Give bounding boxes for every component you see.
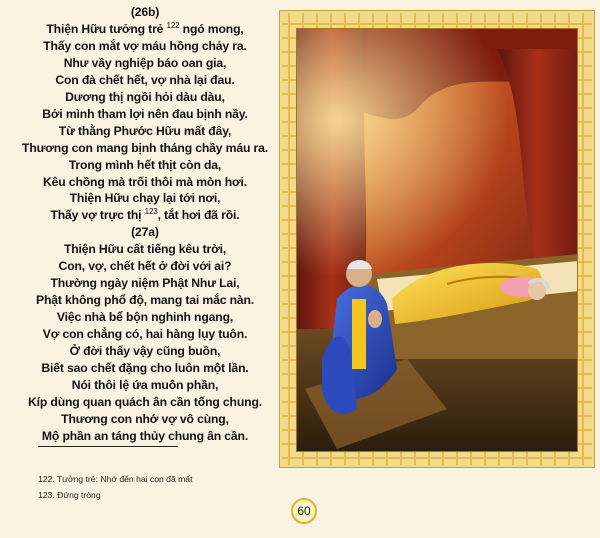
illustration	[296, 28, 578, 452]
poem-line-text: Thấy vợ trực thị	[50, 208, 145, 223]
stanza-heading-27a: (27a)	[131, 225, 159, 240]
poem-line: Con, vợ, chết hết ở đời với ai?	[58, 259, 232, 274]
poem-line: Nói thôi lệ ứa muôn phần,	[71, 377, 219, 392]
praying-hands	[368, 310, 382, 328]
robe-trim	[352, 299, 366, 369]
poem-line: Phật không phổ độ, mang tai mắc nàn.	[35, 293, 255, 308]
poem-line: Thường ngày niệm Phật Như Lai,	[50, 276, 240, 291]
footnote-ref-123[interactable]: 123	[144, 207, 158, 217]
poem-line-text: ngó mong,	[179, 21, 244, 36]
illustration-scene	[297, 29, 578, 452]
poem-line: Thương con nhớ vợ vô cùng,	[61, 411, 229, 426]
poem-line	[14, 207, 276, 224]
poem-line: Con đà chết hết, vợ nhà lại đau.	[55, 72, 235, 87]
poem-line-text: , tắt hơi đã rồi.	[157, 208, 240, 223]
poem-line: Biết sao chết đặng cho luôn một lần.	[41, 361, 249, 376]
poem-line: Như vầy nghiệp báo oan gia,	[63, 55, 227, 70]
poem-line: Bởi mình tham lợi nên đau bịnh nầy.	[42, 106, 248, 121]
poem-line: Trong mình hết thịt còn da,	[68, 157, 222, 172]
poem-line: Từ thằng Phước Hữu mất đây,	[58, 123, 232, 138]
poem-line: Ở đời thấy vậy cũng buồn,	[69, 344, 221, 359]
stanza-heading-26b: (26b)	[130, 5, 160, 19]
page-number: 60	[291, 498, 317, 524]
poem-line: Vợ con chẳng có, hai hàng lụy tuôn.	[42, 327, 248, 342]
light-glow	[297, 29, 578, 289]
poem-line: Thấy con mắt vợ máu hồng chảy ra.	[43, 38, 247, 53]
footnote-122: 122. Tưởng trẻ: Nhớ đến hai con đã mất	[38, 474, 193, 484]
footnote-divider	[38, 446, 178, 447]
poem-line	[14, 21, 276, 38]
poem-line: Dương thị ngồi hỏi dàu dàu,	[65, 89, 225, 104]
poem-line: Thương con mang bịnh tháng chầy máu ra.	[22, 140, 268, 155]
poem-line-text: Thiện Hữu tưởng trẻ	[46, 21, 167, 36]
footnote-ref-122[interactable]: 122	[166, 20, 180, 30]
poem-line: Thiện Hữu chạy lại tới nơi,	[69, 191, 221, 206]
footnote-123: 123. Đứng tròng	[38, 490, 101, 500]
poem-line: Kêu chồng mà trối thôi mà mòn hơi.	[43, 174, 247, 189]
poem-line: Kíp dùng quan quách ân cần tống chung.	[28, 394, 262, 409]
poem-line: Mộ phần an táng thủy chung ân cần.	[41, 428, 249, 443]
poem-text	[14, 4, 276, 445]
poem-line: Việc nhà bể bộn nghinh ngang,	[56, 310, 234, 325]
poem-line: Thiện Hữu cất tiếng kêu trời,	[63, 242, 227, 257]
